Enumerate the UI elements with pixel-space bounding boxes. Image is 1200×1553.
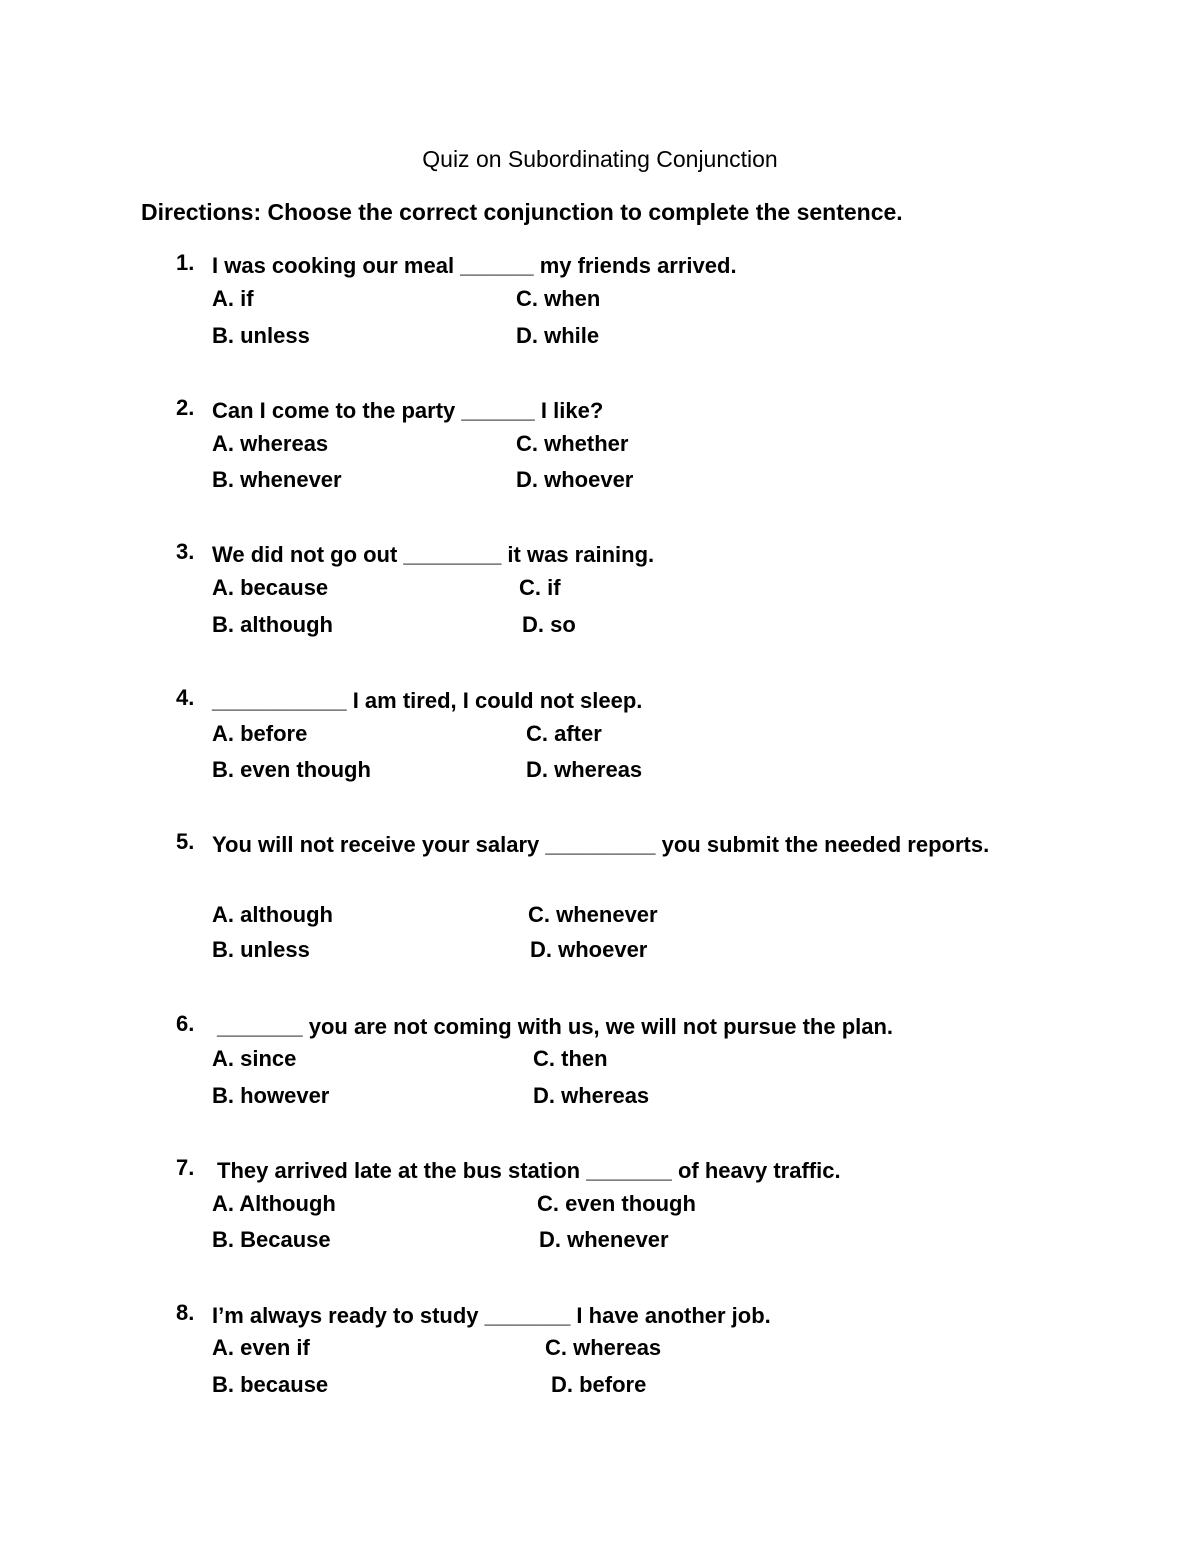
option-c: C. whenever bbox=[528, 902, 658, 927]
question-number: 6. bbox=[176, 1011, 195, 1036]
option-c: C. whether bbox=[516, 431, 629, 456]
option-d: D. whoever bbox=[530, 937, 648, 962]
option-c: C. then bbox=[533, 1046, 608, 1071]
directions-text: Directions: Choose the correct conjunction to complete the sentence. bbox=[141, 199, 903, 225]
question-number: 8. bbox=[176, 1300, 195, 1325]
option-a: A. if bbox=[212, 286, 254, 311]
option-b: B. because bbox=[212, 1372, 329, 1397]
question-text: _______ you are not coming with us, we will not pursue the plan. bbox=[217, 1014, 894, 1039]
question-text: ___________ I am tired, I could not sleep. bbox=[212, 688, 643, 713]
option-c: C. when bbox=[516, 286, 601, 311]
option-d: D. whenever bbox=[539, 1227, 669, 1252]
option-b: B. whenever bbox=[212, 467, 342, 492]
option-d: D. whoever bbox=[516, 467, 634, 492]
option-a: A. before bbox=[212, 721, 308, 746]
question-text: I’m always ready to study _______ I have another job. bbox=[212, 1303, 771, 1328]
option-a: A. because bbox=[212, 575, 329, 600]
question-text: They arrived late at the bus station _______ of heavy traffic. bbox=[217, 1158, 841, 1183]
option-a: A. although bbox=[212, 902, 333, 927]
question-number: 2. bbox=[176, 395, 195, 420]
question-text: You will not receive your salary _________ you submit the needed reports. bbox=[212, 832, 990, 857]
question-number: 5. bbox=[176, 829, 195, 854]
option-d: D. whereas bbox=[533, 1083, 650, 1108]
option-b: B. unless bbox=[212, 937, 310, 962]
question-text: Can I come to the party ______ I like? bbox=[212, 398, 604, 423]
option-d: D. before bbox=[551, 1372, 647, 1397]
question-number: 3. bbox=[176, 539, 195, 564]
question-text: We did not go out ________ it was raining. bbox=[212, 542, 655, 567]
option-c: C. even though bbox=[537, 1191, 696, 1216]
option-a: A. Although bbox=[212, 1191, 336, 1216]
option-d: D. while bbox=[516, 323, 600, 348]
option-b: B. although bbox=[212, 612, 333, 637]
option-a: A. since bbox=[212, 1046, 297, 1071]
option-a: A. whereas bbox=[212, 431, 329, 456]
option-b: B. however bbox=[212, 1083, 330, 1108]
option-b: B. even though bbox=[212, 757, 371, 782]
option-a: A. even if bbox=[212, 1335, 310, 1360]
option-d: D. so bbox=[522, 612, 576, 637]
question-text: I was cooking our meal ______ my friends arrived. bbox=[212, 253, 737, 278]
option-c: C. whereas bbox=[545, 1335, 662, 1360]
question-number: 7. bbox=[176, 1155, 195, 1180]
option-d: D. whereas bbox=[526, 757, 643, 782]
question-number: 4. bbox=[176, 685, 195, 710]
option-b: B. Because bbox=[212, 1227, 331, 1252]
option-b: B. unless bbox=[212, 323, 310, 348]
option-c: C. if bbox=[519, 575, 561, 600]
question-number: 1. bbox=[176, 250, 195, 275]
page-title: Quiz on Subordinating Conjunction bbox=[422, 146, 778, 172]
option-c: C. after bbox=[526, 721, 602, 746]
